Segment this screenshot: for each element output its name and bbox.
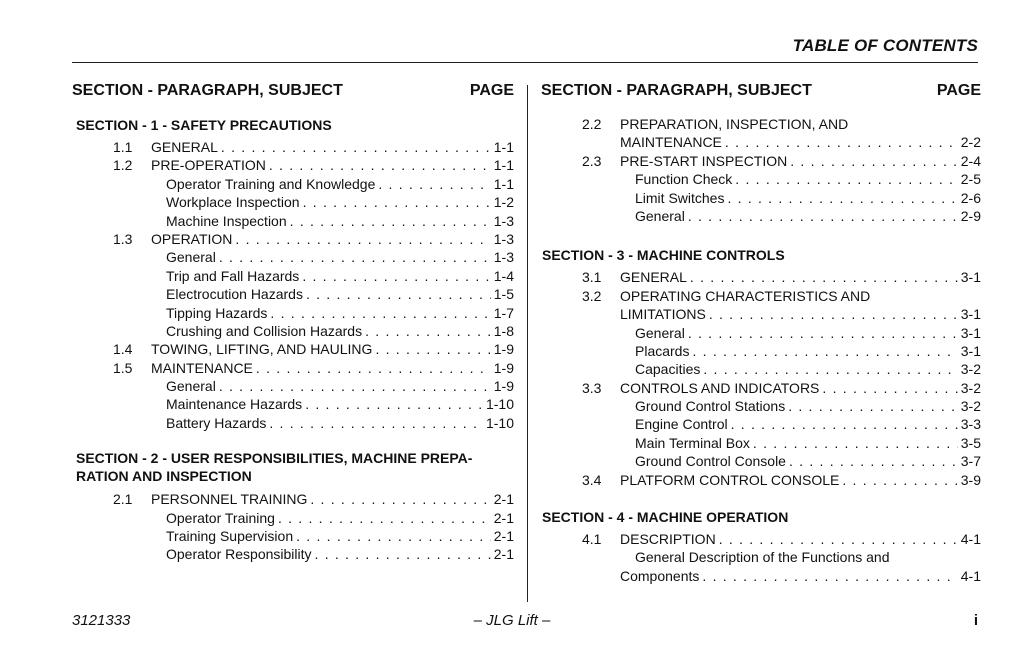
toc-leader-dots	[709, 305, 958, 323]
toc-entry-page: 1-9	[493, 341, 514, 358]
toc-entry-page: 1-2	[493, 194, 514, 211]
toc-entry-number: 3.2	[582, 287, 602, 304]
toc-entry-label: CONTROLS AND INDICATORS	[620, 379, 820, 396]
toc-entry-label: Main Terminal Box	[635, 434, 750, 451]
toc-entry-page: 3-2	[960, 398, 981, 415]
toc-entry-page: 3-9	[960, 471, 981, 488]
toc-entry-page: 1-10	[485, 396, 514, 413]
header-rule	[72, 62, 978, 63]
toc-entry-label: Crushing and Collision Hazards	[166, 322, 363, 339]
toc-entry[interactable]	[541, 548, 981, 566]
toc-entry-page: 1-9	[493, 359, 514, 376]
toc-entry[interactable]	[541, 342, 981, 360]
toc-entry-label: Electrocution Hazards	[166, 286, 303, 303]
toc-entry-label: Tipping Hazards	[166, 304, 268, 321]
toc-leader-dots	[305, 395, 483, 413]
footer-brand: – JLG Lift –	[473, 612, 551, 629]
toc-entry-page: 3-2	[960, 379, 981, 396]
toc-entry-page: 3-1	[960, 306, 981, 323]
toc-entry[interactable]	[541, 397, 981, 415]
toc-leader-dots	[753, 434, 958, 452]
toc-entry[interactable]	[72, 377, 514, 395]
toc-entry-label: Limit Switches	[635, 189, 725, 206]
toc-entry-label: Trip and Fall Hazards	[166, 267, 300, 284]
toc-entry-label: Capacities	[635, 361, 701, 378]
toc-entry-page: 3-1	[960, 342, 981, 359]
toc-entry-page: 1-3	[493, 230, 514, 247]
toc-entry[interactable]	[541, 379, 981, 397]
toc-entry-page: 2-2	[960, 134, 981, 151]
toc-leader-dots	[315, 545, 491, 563]
section-2-title: SECTION - 2 - USER RESPONSIBILITIES, MACHINE PREPA-RATION AND INSPECTION	[76, 450, 473, 485]
toc-entry[interactable]	[541, 189, 981, 207]
left-column-header	[72, 82, 514, 106]
toc-entry[interactable]	[541, 324, 981, 342]
toc-entry[interactable]	[72, 304, 514, 322]
toc-leader-dots	[296, 527, 491, 545]
toc-entry[interactable]	[541, 305, 981, 323]
toc-entry-page: 2-5	[960, 171, 981, 188]
toc-entry[interactable]	[541, 287, 981, 305]
toc-entry[interactable]	[541, 567, 981, 585]
toc-entry-page: 4-1	[960, 531, 981, 548]
toc-entry-label: Operator Training	[166, 509, 275, 526]
toc-entry-number: 2.3	[582, 152, 602, 169]
toc-leader-dots	[725, 133, 958, 151]
toc-entry[interactable]	[72, 490, 514, 508]
document-number: 3121333	[72, 612, 131, 629]
toc-entry-number: 2.2	[582, 116, 602, 132]
toc-leader-dots	[719, 530, 958, 548]
toc-leader-dots	[692, 342, 957, 360]
toc-entry-label: MAINTENANCE	[620, 134, 722, 151]
toc-entry-label: PRE-START INSPECTION	[620, 152, 788, 169]
toc-entry-page: 1-1	[493, 139, 514, 155]
toc-entry-label: Ground Control Console	[635, 453, 786, 470]
toc-entry-page: 3-7	[960, 453, 981, 470]
toc-entry[interactable]	[72, 414, 514, 432]
toc-entry[interactable]	[72, 545, 514, 563]
toc-entry-label: General	[635, 324, 685, 341]
toc-entry[interactable]	[541, 207, 981, 225]
toc-entry[interactable]	[541, 452, 981, 470]
toc-entry-number: 1.5	[113, 359, 133, 376]
toc-leader-dots	[306, 285, 491, 303]
toc-entry[interactable]	[541, 133, 981, 151]
toc-entry-label: General	[635, 207, 685, 224]
toc-leader-dots	[219, 377, 491, 395]
toc-entry-page: 2-1	[493, 509, 514, 526]
toc-entry-page: 1-8	[493, 322, 514, 339]
toc-entry-label: OPERATING CHARACTERISTICS AND	[620, 287, 871, 304]
section-1-title: SECTION - 1 - SAFETY PRECAUTIONS	[76, 117, 332, 133]
column-header-subject: SECTION - PARAGRAPH, SUBJECT	[72, 82, 343, 99]
toc-entry-label: GENERAL	[620, 269, 687, 286]
page-title: TABLE OF CONTENTS	[792, 36, 978, 55]
toc-entry-label: Function Check	[635, 171, 733, 188]
toc-entry-label: Battery Hazards	[166, 414, 267, 431]
toc-entry-label: MAINTENANCE	[151, 359, 253, 376]
toc-entry-label: Operator Training and Knowledge	[166, 175, 376, 192]
section-4-entries	[541, 530, 981, 585]
toc-entry-label: Ground Control Stations	[635, 398, 786, 415]
toc-entry[interactable]	[72, 267, 514, 285]
toc-leader-dots	[789, 452, 958, 470]
toc-entry-page: 1-10	[485, 414, 514, 431]
toc-entry-label: Engine Control	[635, 416, 728, 433]
toc-entry-page: 3-1	[960, 324, 981, 341]
toc-entry-label: LIMITATIONS	[620, 306, 706, 323]
toc-entry-page: 2-1	[493, 528, 514, 545]
toc-entry[interactable]	[541, 152, 981, 170]
toc-entry-label: Training Supervision	[166, 528, 294, 545]
toc-leader-dots	[310, 490, 490, 508]
toc-entry-label: PRE-OPERATION	[151, 157, 266, 174]
toc-entry-page: 3-5	[960, 434, 981, 451]
toc-entry-page: 3-1	[960, 269, 981, 286]
toc-leader-dots	[735, 170, 957, 188]
toc-entry-page: 1-5	[493, 286, 514, 303]
toc-entry-number: 3.4	[582, 471, 602, 488]
section-3-title: SECTION - 3 - MACHINE CONTROLS	[542, 247, 785, 264]
toc-entry[interactable]	[541, 530, 981, 548]
right-column	[541, 82, 981, 585]
toc-entry-number: 3.1	[582, 269, 602, 286]
column-header-subject: SECTION - PARAGRAPH, SUBJECT	[541, 82, 812, 99]
toc-leader-dots	[269, 156, 491, 174]
toc-entry-label: Placards	[635, 342, 690, 359]
toc-entry[interactable]	[72, 359, 514, 377]
column-header-page: PAGE	[469, 82, 514, 99]
toc-leader-dots	[235, 230, 490, 248]
toc-entry-label: OPERATION	[151, 230, 233, 247]
toc-leader-dots	[365, 322, 491, 340]
toc-leader-dots	[822, 379, 957, 397]
toc-entry[interactable]	[541, 434, 981, 452]
toc-entry[interactable]	[72, 248, 514, 266]
toc-entry[interactable]	[541, 170, 981, 188]
toc-entry-number: 1.3	[113, 230, 133, 247]
toc-entry-number: 1.2	[113, 157, 133, 174]
toc-entry-page: 3-2	[960, 361, 981, 378]
toc-entry[interactable]	[541, 360, 981, 378]
toc-leader-dots	[688, 324, 958, 342]
toc-leader-dots	[278, 509, 491, 527]
toc-entry[interactable]	[72, 230, 514, 248]
toc-leader-dots	[702, 567, 957, 585]
toc-leader-dots	[727, 189, 957, 207]
toc-entry-page: 2-6	[960, 189, 981, 206]
toc-leader-dots	[302, 267, 490, 285]
toc-leader-dots	[290, 212, 491, 230]
toc-leader-dots	[375, 340, 490, 358]
toc-entry[interactable]	[72, 193, 514, 211]
toc-entry-page: 4-1	[960, 567, 981, 584]
toc-entry[interactable]	[72, 340, 514, 358]
toc-leader-dots	[688, 207, 958, 225]
toc-entry-page: 2-1	[493, 546, 514, 563]
toc-entry[interactable]	[541, 471, 981, 489]
toc-entry[interactable]	[72, 212, 514, 230]
toc-entry-number: 1.4	[113, 341, 133, 358]
toc-leader-dots	[703, 360, 957, 378]
toc-entry-label: PREPARATION, INSPECTION, AND	[620, 116, 849, 132]
section-3-entries	[541, 268, 981, 489]
toc-entry-label: TOWING, LIFTING, AND HAULING	[151, 341, 373, 358]
toc-entry-page: 2-4	[960, 152, 981, 169]
toc-entry-page: 1-3	[493, 212, 514, 229]
toc-entry-label: GENERAL	[151, 139, 218, 155]
toc-entry[interactable]	[72, 138, 514, 156]
toc-entry-label: Components	[620, 567, 700, 584]
toc-entry-page: 1-1	[493, 175, 514, 192]
toc-entry[interactable]	[72, 395, 514, 413]
toc-leader-dots	[790, 152, 958, 170]
toc-leader-dots	[303, 193, 491, 211]
toc-entry[interactable]	[541, 415, 981, 433]
left-column	[72, 82, 514, 564]
toc-leader-dots	[269, 414, 483, 432]
toc-entry-label: PLATFORM CONTROL CONSOLE	[620, 471, 840, 488]
toc-entry-page: 1-7	[493, 304, 514, 321]
toc-entry-page: 1-9	[493, 378, 514, 395]
toc-entry[interactable]	[72, 509, 514, 527]
toc-entry-label: General	[166, 249, 216, 266]
toc-entry-number: 4.1	[582, 531, 602, 548]
toc-entry-number: 3.3	[582, 379, 602, 396]
toc-entry-label: Maintenance Hazards	[166, 396, 303, 413]
toc-leader-dots	[270, 304, 490, 322]
toc-entry[interactable]	[72, 175, 514, 193]
toc-entry-label: Machine Inspection	[166, 212, 287, 229]
section-4-title: SECTION - 4 - MACHINE OPERATION	[542, 509, 789, 526]
toc-leader-dots	[221, 138, 491, 156]
toc-entry-label: General	[166, 378, 216, 395]
toc-entry-label: Workplace Inspection	[166, 194, 300, 211]
toc-entry[interactable]	[72, 156, 514, 174]
toc-entry-page: 1-1	[493, 157, 514, 174]
column-divider	[527, 85, 528, 602]
toc-entry-label: PERSONNEL TRAINING	[151, 491, 308, 508]
toc-entry-number: 1.1	[113, 139, 133, 155]
toc-entry-label: General Description of the Functions and	[635, 549, 890, 566]
right-column-header	[541, 82, 981, 106]
toc-leader-dots	[378, 175, 490, 193]
toc-entry-page: 1-4	[493, 267, 514, 284]
section-2-entries	[72, 490, 514, 564]
toc-entry[interactable]	[72, 527, 514, 545]
toc-leader-dots	[842, 471, 957, 489]
toc-entry-label: DESCRIPTION	[620, 531, 716, 548]
toc-leader-dots	[256, 359, 491, 377]
toc-entry[interactable]	[72, 322, 514, 340]
section-1-entries	[72, 138, 514, 432]
toc-entry-label: Operator Responsibility	[166, 546, 312, 563]
column-header-page: PAGE	[936, 82, 981, 99]
toc-entry[interactable]	[541, 268, 981, 286]
toc-leader-dots	[788, 397, 958, 415]
toc-entry[interactable]	[72, 285, 514, 303]
toc-entry-number: 2.1	[113, 491, 133, 508]
toc-entry-page: 2-9	[960, 207, 981, 224]
toc-entry-page: 2-1	[493, 491, 514, 508]
toc-leader-dots	[219, 248, 491, 266]
toc-entry[interactable]	[541, 115, 981, 133]
toc-leader-dots	[731, 415, 958, 433]
toc-leader-dots	[690, 268, 958, 286]
section-2-continued-entries	[541, 115, 981, 225]
toc-entry-page: 1-3	[493, 249, 514, 266]
page-number: i	[973, 612, 978, 629]
toc-entry-page: 3-3	[960, 416, 981, 433]
